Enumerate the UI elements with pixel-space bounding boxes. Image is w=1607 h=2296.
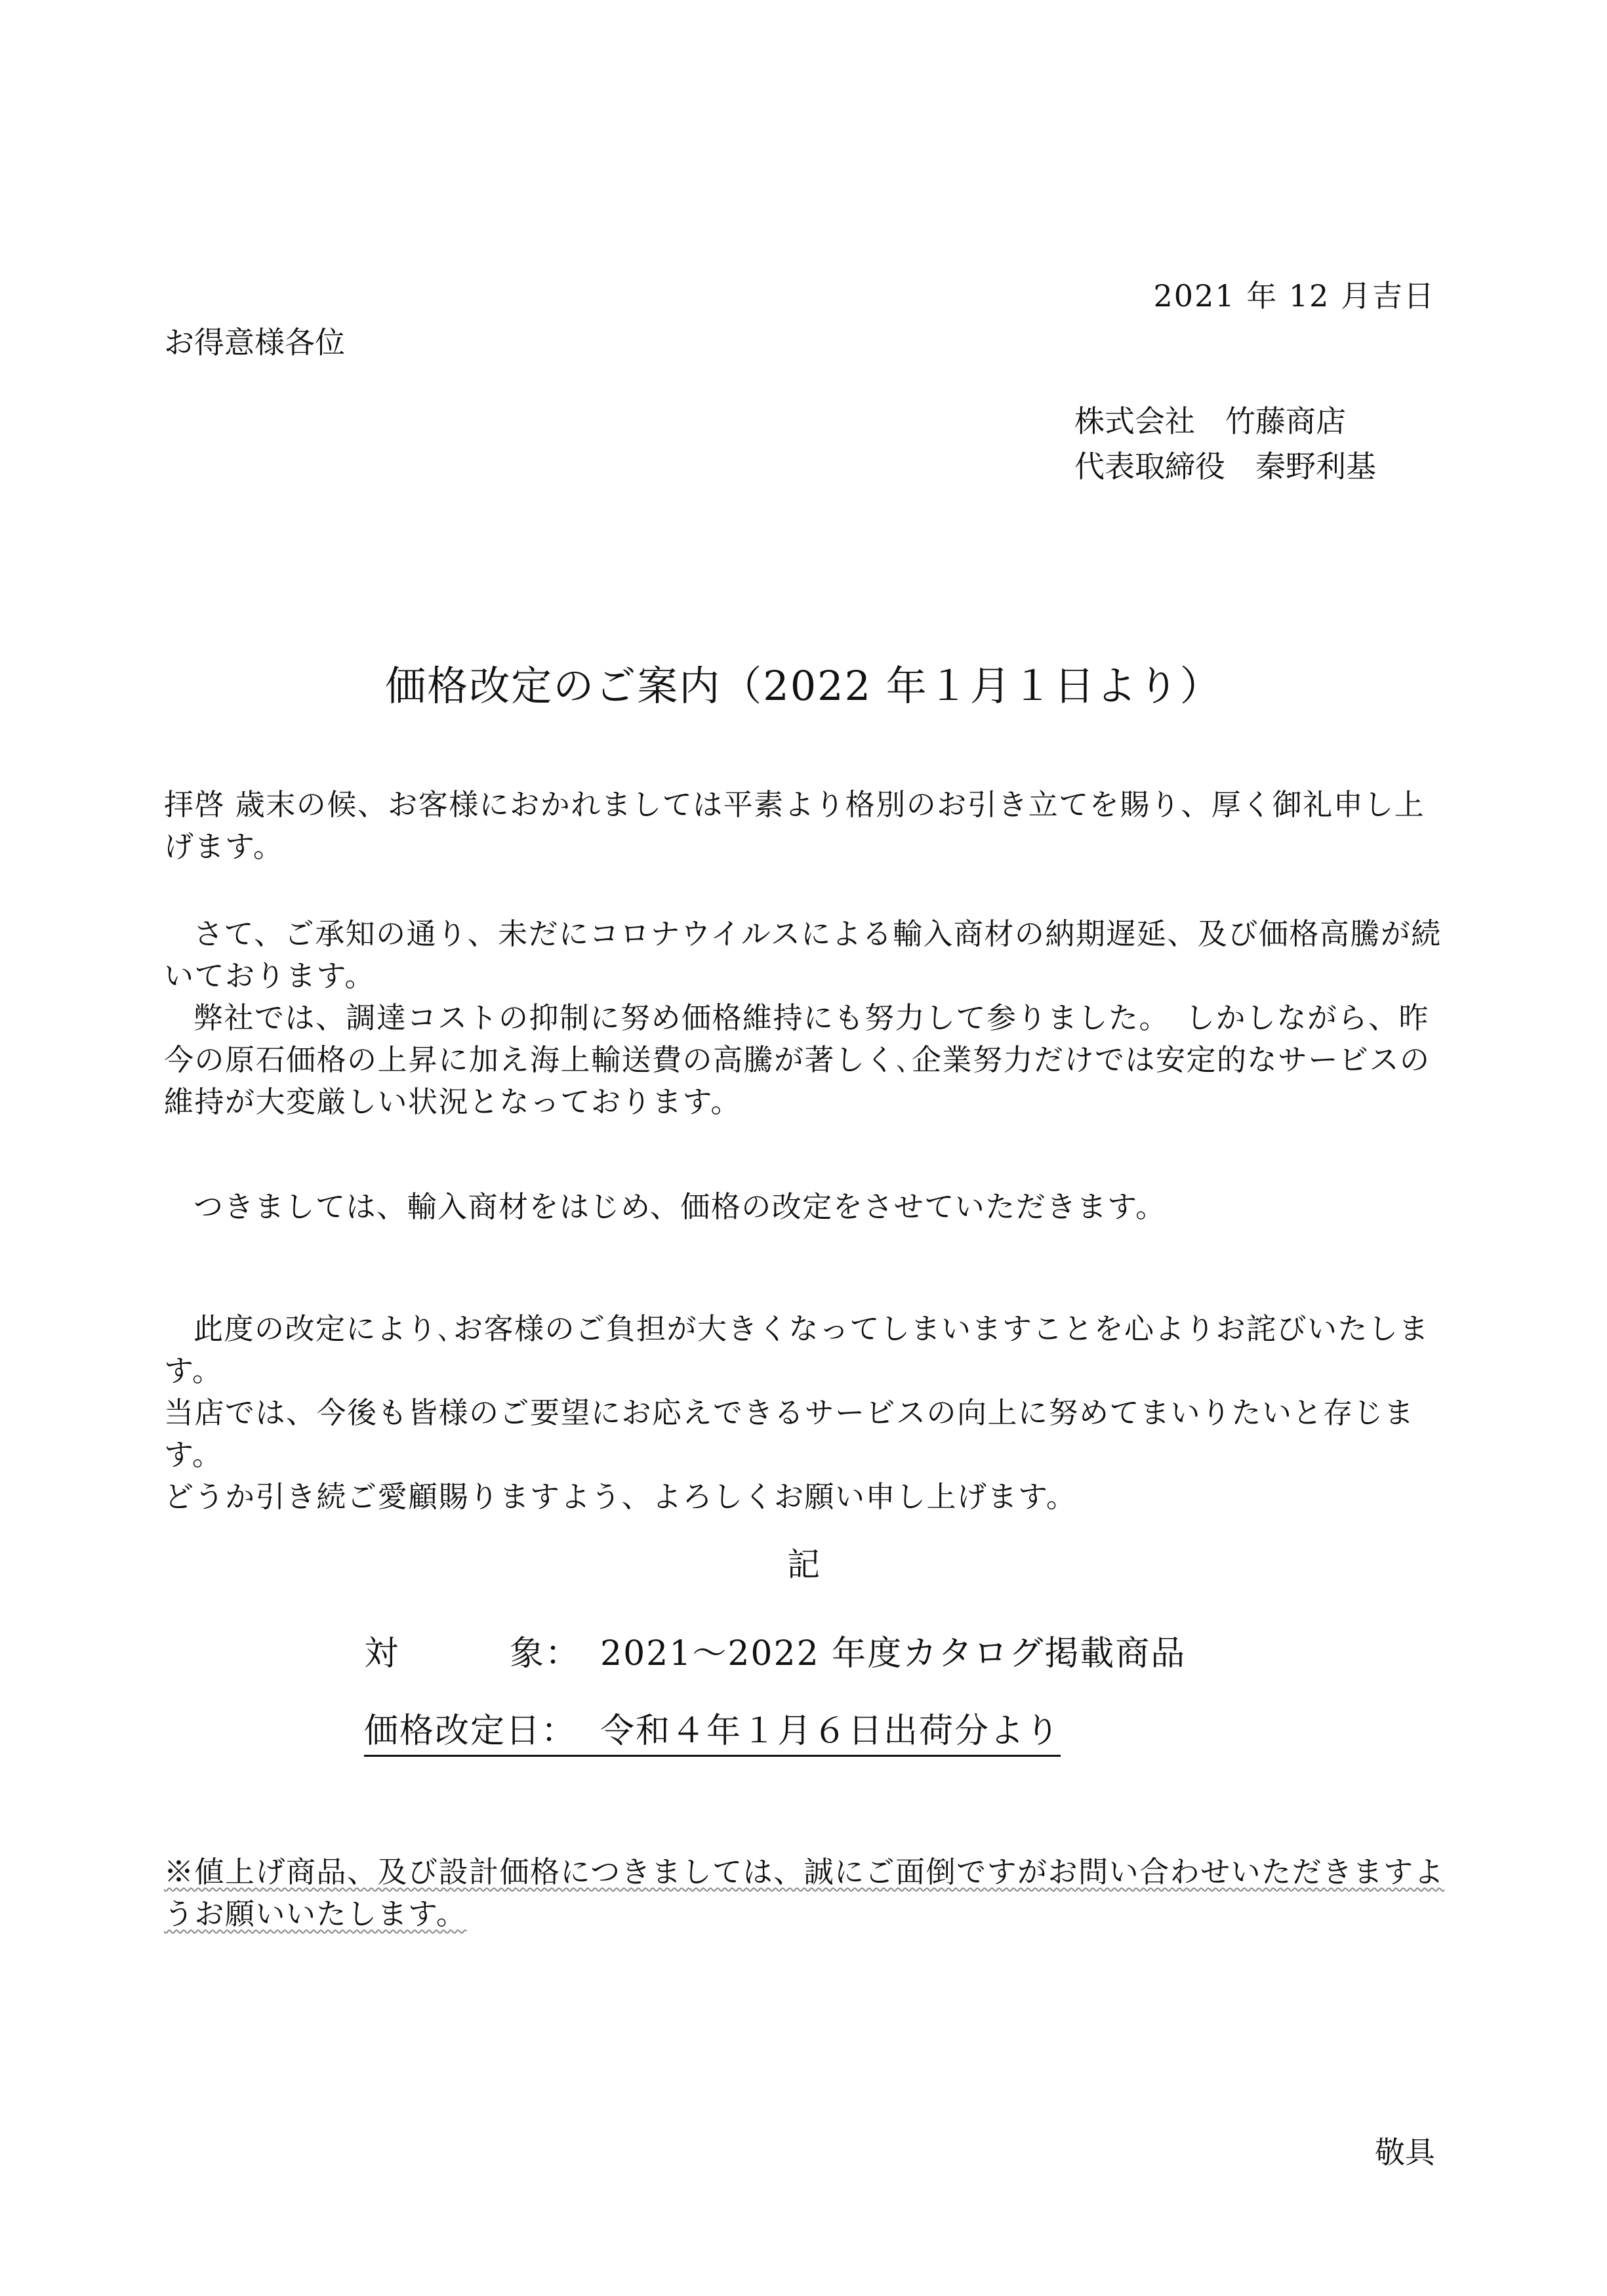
notice-text: つきましては、輸入商材をはじめ、価格の改定をさせていただきます。 — [193, 1189, 1166, 1224]
situation-text: さて、ご承知の通り、未だにコロナウイルスによる輸入商材の納期遅延、及び価格高騰が続いております。 — [164, 916, 1442, 993]
target-value: 2021～2022 年度カタログ掲載商品 — [600, 1634, 1187, 1673]
closing-word: 敬具 — [1375, 2135, 1435, 2170]
situation-paragraph — [164, 913, 1450, 1123]
footnote-text: ※値上げ商品、及び設計価格につきましては、誠にご面倒ですがお問い合わせいただきますようお願いいたします。 — [164, 1855, 1445, 1931]
sender-company: 株式会社 竹藤商店 — [1074, 403, 1346, 439]
target-label-part-1: 対 — [364, 1634, 400, 1673]
sender-block — [1074, 399, 1376, 489]
apology-text-1: 此度の改定により､お客様のご負担が大きくなってしまいますことを心よりお詫びいたします。 — [164, 1311, 1430, 1388]
target-label-part-2: 象： — [509, 1634, 580, 1673]
target-line — [364, 1626, 1186, 1675]
revision-date-line — [364, 1703, 1061, 1757]
greeting-paragraph: 拝啓 歳末の候、お客様におかれましては平素より格別のお引き立てを賜り、厚く御礼申し上げます。 — [164, 787, 1425, 864]
apology-text-3: どうか引き続ご愛顧賜りますよう、よろしくお願い申し上げます。 — [164, 1479, 1077, 1514]
footnote — [164, 1851, 1450, 1935]
letter-title: 価格改定のご案内（2022 年１月１日より） — [385, 662, 1222, 710]
revision-date-value: 令和４年１月６日出荷分より — [600, 1712, 1061, 1751]
notice-paragraph — [164, 1186, 1450, 1228]
apology-text-2: 当店では、今後も皆様のご要望にお応えできるサービスの向上に努めてまいりたいと存じます。 — [164, 1395, 1415, 1472]
sender-representative: 代表取締役 秦野利基 — [1074, 449, 1376, 484]
apology-paragraph — [164, 1308, 1450, 1518]
revision-date-label: 価格改定日： — [364, 1712, 577, 1751]
addressee: お得意様各位 — [164, 325, 345, 360]
letter-date: 2021 年 12 月吉日 — [1153, 278, 1435, 314]
effort-text: 弊社では、調達コストの抑制に努め価格維持にも努力して参りました。 しかしながら、昨今の原石価格の上昇に加え海上輸送費の高騰が著しく､企業努力だけでは安定的なサービスの維持が大変厳しい状況となっております。 — [164, 1000, 1431, 1119]
target-label — [364, 1626, 580, 1675]
ki-heading: 記 — [787, 1546, 820, 1584]
